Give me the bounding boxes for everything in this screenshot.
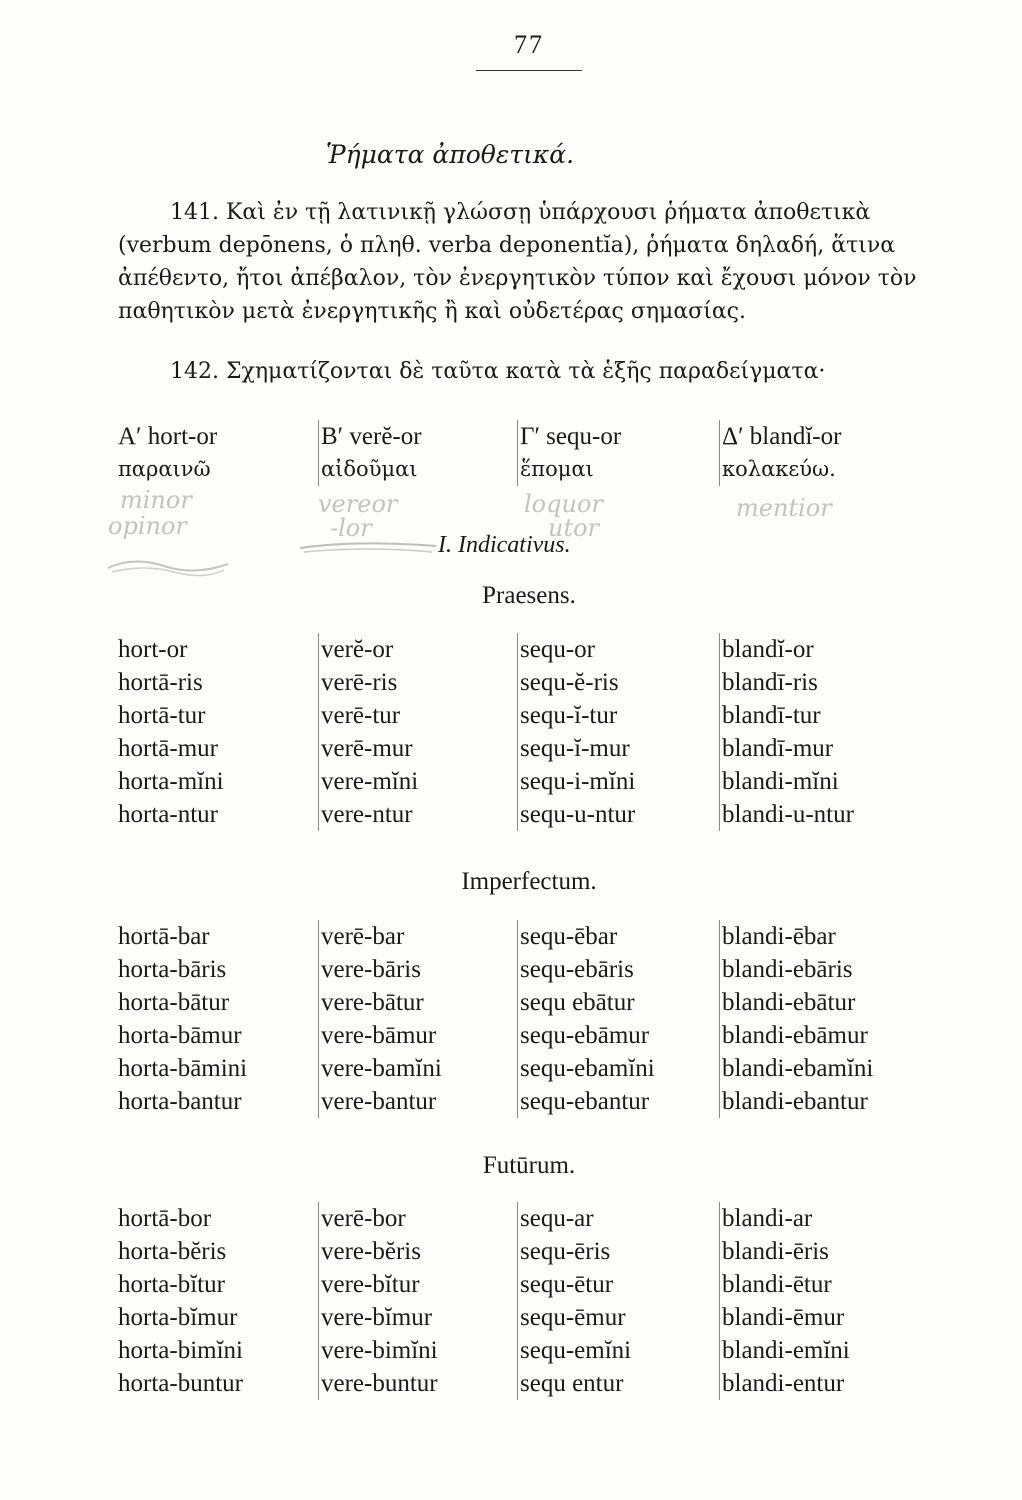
- verb-form: horta-bātur: [118, 989, 230, 1016]
- verb-form: horta-mĭni: [118, 768, 224, 795]
- conjugation-4-greek: κολακεύω.: [722, 457, 836, 481]
- verb-form: vere-bamĭni: [321, 1055, 442, 1082]
- verb-form: sequ-ĭ-tur: [520, 702, 618, 729]
- imperfectum-conjugation-3-column: [517, 920, 655, 1118]
- conjugation-4-header: [719, 420, 841, 486]
- verb-form: blandi-ēmur: [722, 1304, 845, 1331]
- verb-form: vere-mĭni: [321, 768, 419, 795]
- verb-form: vere-bantur: [321, 1088, 437, 1115]
- paragraph-141-line-3: ἅτινα ἀπέθεντο, ἤτοι ἀπέβαλον, τὸν ἐνεργητικὸν τύπον καὶ ἔχουσι: [118, 233, 896, 291]
- verb-form: vere-bāris: [321, 956, 421, 983]
- verb-form: sequ-ĕ-ris: [520, 669, 619, 696]
- verb-form: sequ-ebantur: [520, 1088, 650, 1115]
- paragraph-142-number: 142.: [170, 359, 219, 384]
- imperfectum-conjugation-2-column: [318, 920, 442, 1118]
- paragraph-141-line-4: μόνον τὸν παθητικὸν μετὰ ἐνεργητικῆς ἢ καὶ οὐδετέρας σημασίας.: [118, 266, 917, 324]
- page-number-rule: [476, 70, 582, 71]
- verb-form: blandi-ebāmur: [722, 1022, 868, 1049]
- conjugation-1-header: [118, 420, 217, 486]
- verb-form: sequ ebātur: [520, 989, 635, 1016]
- verb-form: sequ-i-mĭni: [520, 768, 636, 795]
- futurum-conjugation-4-column: [719, 1202, 850, 1400]
- verb-form: hortā-ris: [118, 669, 203, 696]
- verb-form: hort-or: [118, 636, 188, 663]
- futurum-conjugation-1-column: [118, 1202, 243, 1400]
- pencil-note: mentior: [736, 494, 832, 522]
- verb-form: hortā-mur: [118, 735, 218, 762]
- verb-form: vere-buntur: [321, 1370, 438, 1397]
- verb-form: blandī-mur: [722, 735, 834, 762]
- verb-form: verē-mur: [321, 735, 413, 762]
- tense-title-futurum: Futūrum.: [482, 1152, 576, 1179]
- verb-form: sequ-emĭni: [520, 1337, 632, 1364]
- page-number: 77: [514, 30, 544, 59]
- paragraph-141-number: 141.: [170, 200, 219, 225]
- verb-form: blandi-emĭni: [722, 1337, 850, 1364]
- verb-form: hortā-tur: [118, 702, 206, 729]
- verb-form: blandi-ebāris: [722, 956, 853, 983]
- tense-title-praesens: Praesens.: [482, 582, 576, 609]
- pencil-note: -lor: [330, 514, 372, 542]
- verb-form: blandi-entur: [722, 1370, 845, 1397]
- verb-form: horta-bantur: [118, 1088, 242, 1115]
- paragraph-141-line-2: (verbum depōnens, ὁ πληθ. verba deponentĭa), ῥήματα δηλαδή,: [118, 233, 825, 258]
- verb-form: vere-bĭmur: [321, 1304, 433, 1331]
- verb-form: hortā-bor: [118, 1205, 212, 1232]
- conjugation-1-label: Α′ hort-or: [118, 423, 218, 450]
- tense-title-imperfectum: Imperfectum.: [461, 868, 597, 895]
- pencil-scribble-icon: [104, 552, 234, 578]
- verb-form: blandi-ar: [722, 1205, 813, 1232]
- praesens-conjugation-2-column: [318, 633, 418, 831]
- verb-form: sequ-ebamĭni: [520, 1055, 655, 1082]
- paragraph-141-line-1: Καὶ ἐν τῇ λατινικῇ γλώσσῃ ὑπάρχουσι ῥήματα ἀποθετικὰ: [225, 200, 871, 225]
- section-heading: Ῥήματα ἀποθετικά.: [325, 140, 575, 169]
- verb-form: sequ-ētur: [520, 1271, 614, 1298]
- verb-form: blandi-ebamĭni: [722, 1055, 874, 1082]
- verb-form: sequ-ēbar: [520, 923, 618, 950]
- verb-form: sequ entur: [520, 1370, 624, 1397]
- conjugation-2-header: [318, 420, 422, 486]
- verb-form: sequ-u-ntur: [520, 801, 636, 828]
- verb-form: horta-bĕris: [118, 1238, 227, 1265]
- verb-form: sequ-ebāmur: [520, 1022, 650, 1049]
- verb-form: sequ-ĭ-mur: [520, 735, 630, 762]
- pencil-note: opinor: [108, 512, 187, 540]
- conjugation-4-label: Δ′ blandĭ-or: [722, 423, 842, 450]
- verb-form: horta-bāmini: [118, 1055, 248, 1082]
- conjugation-3-header: [517, 420, 621, 486]
- futurum-conjugation-2-column: [318, 1202, 438, 1400]
- conjugation-3-label: Γ′ sequ-or: [520, 423, 622, 450]
- verb-form: blandi-ebantur: [722, 1088, 868, 1115]
- verb-form: sequ-or: [520, 636, 595, 663]
- paragraph-141: [118, 196, 938, 328]
- paragraph-142: [118, 355, 938, 388]
- verb-form: verē-tur: [321, 702, 401, 729]
- paragraph-142-text: Σχηματίζονται δὲ ταῦτα κατὰ τὰ ἑξῆς παραδείγματα·: [225, 359, 826, 384]
- pencil-underline-icon: [298, 536, 438, 558]
- verb-form: vere-bāmur: [321, 1022, 437, 1049]
- verb-form: blandi-ēris: [722, 1238, 829, 1265]
- verb-form: vere-bātur: [321, 989, 424, 1016]
- conjugation-2-greek: αἰδοῦμαι: [321, 457, 418, 481]
- verb-form: verĕ-or: [321, 636, 394, 663]
- conjugation-2-label: Β′ verĕ-or: [321, 423, 422, 450]
- verb-form: sequ-ēmur: [520, 1304, 626, 1331]
- verb-form: sequ-ebāris: [520, 956, 634, 983]
- praesens-conjugation-4-column: [719, 633, 854, 831]
- verb-form: horta-bimĭni: [118, 1337, 243, 1364]
- verb-form: blandi-u-ntur: [722, 801, 854, 828]
- verb-form: blandī-tur: [722, 702, 821, 729]
- verb-form: verē-bar: [321, 923, 405, 950]
- verb-form: vere-bĕris: [321, 1238, 421, 1265]
- verb-form: hortā-bar: [118, 923, 210, 950]
- conjugation-1-greek: παραινῶ: [118, 457, 211, 481]
- verb-form: vere-ntur: [321, 801, 413, 828]
- verb-form: horta-bāmur: [118, 1022, 242, 1049]
- imperfectum-conjugation-4-column: [719, 920, 873, 1118]
- verb-form: horta-bāris: [118, 956, 227, 983]
- verb-form: verē-bor: [321, 1205, 406, 1232]
- verb-form: blandi-ebātur: [722, 989, 856, 1016]
- verb-form: horta-buntur: [118, 1370, 243, 1397]
- verb-form: vere-bimĭni: [321, 1337, 438, 1364]
- verb-form: horta-ntur: [118, 801, 218, 828]
- verb-form: blandĭ-or: [722, 636, 814, 663]
- praesens-conjugation-1-column: [118, 633, 224, 831]
- verb-form: blandi-ēbar: [722, 923, 836, 950]
- pencil-note: utor: [548, 514, 600, 542]
- pencil-note: loquor: [524, 490, 603, 518]
- praesens-conjugation-3-column: [517, 633, 635, 831]
- mood-title: I. Indicativus.: [438, 532, 571, 558]
- verb-form: blandī-ris: [722, 669, 818, 696]
- verb-form: verē-ris: [321, 669, 398, 696]
- verb-form: blandi-mĭni: [722, 768, 839, 795]
- imperfectum-conjugation-1-column: [118, 920, 247, 1118]
- verb-form: vere-bĭtur: [321, 1271, 420, 1298]
- verb-form: blandi-ētur: [722, 1271, 832, 1298]
- futurum-conjugation-3-column: [517, 1202, 631, 1400]
- verb-form: horta-bĭmur: [118, 1304, 238, 1331]
- pencil-note: vereor: [318, 490, 398, 518]
- verb-form: sequ-ar: [520, 1205, 594, 1232]
- verb-form: sequ-ēris: [520, 1238, 611, 1265]
- verb-form: horta-bĭtur: [118, 1271, 225, 1298]
- pencil-note: minor: [120, 486, 192, 514]
- conjugation-3-greek: ἕπομαι: [520, 457, 594, 481]
